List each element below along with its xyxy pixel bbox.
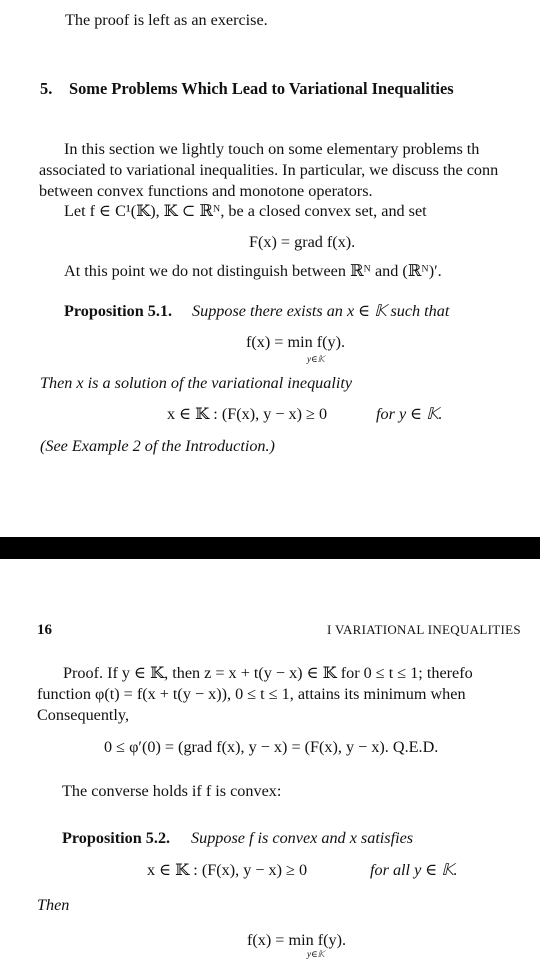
proof-line: function φ(t) = f(x + t(y − x)), 0 ≤ t ≤ 1, attains its minimum when (37, 685, 466, 703)
paragraph-line: In this section we lightly touch on some elementary problems th (64, 140, 480, 158)
then-line: Then x is a solution of the variational inequality (40, 374, 353, 392)
page-separator (0, 537, 540, 559)
proof-line: Proof. If y ∈ 𝕂, then z = x + t(y − x) ∈ 𝕂 for 0 ≤ t ≤ 1; therefo (63, 664, 473, 682)
equation-min-subscript: y∈𝕂 (307, 354, 325, 364)
proposition-label: Proposition 5.2. (62, 829, 171, 847)
equation-min-subscript: y∈𝕂 (307, 949, 325, 959)
distinguish-line: At this point we do not distinguish between ℝᴺ and (ℝᴺ)′. (64, 262, 442, 280)
equation-min: f(x) = min f(y). (247, 931, 347, 949)
see-example-line: (See Example 2 of the Introduction.) (40, 437, 275, 455)
equation-vi-qualifier: for all y ∈ 𝕂. (370, 861, 458, 879)
proposition-text: Suppose there exists an x ∈ 𝕂 such that (192, 302, 450, 320)
equation-vi: x ∈ 𝕂 : (F(x), y − x) ≥ 0 (147, 861, 308, 879)
section-title: Some Problems Which Lead to Variational Inequalities (69, 79, 454, 98)
paragraph-line: associated to variational inequalities. In particular, we discuss the conn (39, 161, 499, 179)
page-number: 16 (37, 622, 52, 638)
converse-line: The converse holds if f is convex: (62, 782, 282, 800)
proposition-label: Proposition 5.1. (64, 302, 173, 320)
paragraph-line: between convex functions and monotone operators. (39, 182, 373, 200)
proposition-text: Suppose f is convex and x satisfies (191, 829, 414, 847)
equation-min: f(x) = min f(y). (246, 333, 346, 351)
equation-vi: x ∈ 𝕂 : (F(x), y − x) ≥ 0 (167, 405, 328, 423)
exercise-line: The proof is left as an exercise. (65, 11, 268, 29)
section-number: 5. (40, 79, 53, 98)
running-head: I VARIATIONAL INEQUALITIES (327, 622, 521, 637)
equation-phi: 0 ≤ φ′(0) = (grad f(x), y − x) = (F(x), y − x). Q.E.D. (104, 738, 439, 756)
proof-line: Consequently, (37, 706, 130, 724)
equation-F: F(x) = grad f(x). (249, 233, 356, 251)
bottom-page (0, 559, 540, 960)
then-label: Then (37, 896, 70, 914)
equation-vi-qualifier: for y ∈ 𝕂. (376, 405, 443, 423)
let-line: Let f ∈ C¹(𝕂), 𝕂 ⊂ ℝᴺ, be a closed convex set, and set (64, 202, 427, 220)
